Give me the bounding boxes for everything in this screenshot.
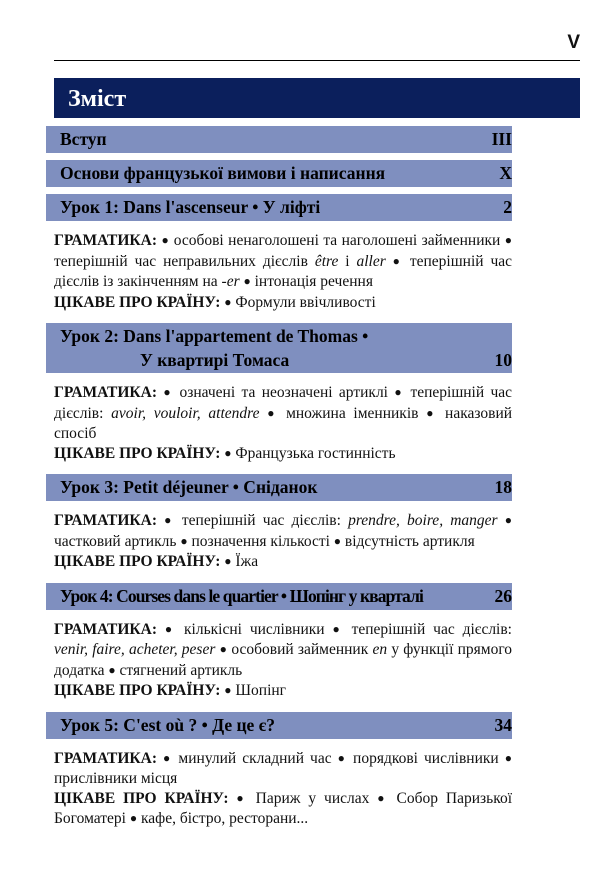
entry-page: 34 — [494, 714, 512, 735]
bullet-icon: ● — [224, 445, 232, 460]
grammar-term: en — [372, 641, 388, 658]
bullet-icon: ● — [161, 233, 170, 247]
grammar-term: venir, faire, acheter, peser — [54, 641, 216, 658]
grammar-item: порядкові числівники — [353, 749, 499, 767]
bullet-icon: ● — [392, 253, 403, 268]
entry-title: Урок 5: C'est où ? • Де це є? — [60, 714, 275, 735]
grammar-label: ГРАМАТИКА: — [54, 512, 157, 529]
entry-title: Урок 4: Courses dans le quartier • Шопінг у кварталі — [60, 585, 423, 606]
bullet-icon: ● — [504, 233, 513, 247]
top-rule — [54, 60, 580, 61]
grammar-item: теперішній час неправильних дієслів — [54, 252, 308, 270]
grammar-item: наказовий спосіб — [54, 404, 513, 442]
country-item: Шопінг — [235, 682, 287, 699]
lesson-1-description — [46, 231, 512, 313]
grammar-label: ГРАМАТИКА: — [54, 620, 157, 638]
bullet-icon: ● — [108, 662, 116, 677]
bullet-icon: ● — [224, 683, 232, 697]
bullet-icon: ● — [504, 513, 513, 527]
bullet-icon: ● — [224, 554, 232, 568]
grammar-item: особовий займенник — [231, 641, 369, 658]
country-item: Париж у числах — [255, 789, 370, 807]
bullet-icon: ● — [129, 811, 138, 825]
entry-page: 18 — [494, 477, 512, 497]
country-item: кафе, бістро, ресторани... — [140, 810, 309, 827]
grammar-term: -er — [221, 273, 240, 290]
grammar-item: означені та неозначені артиклі — [179, 384, 388, 401]
entry-page: 2 — [503, 197, 512, 217]
grammar-label: ГРАМАТИКА: — [54, 384, 157, 401]
country-item: Французька гостинність — [235, 444, 396, 462]
grammar-item: стягнений артикль — [119, 661, 243, 679]
grammar-item: інтонація речення — [254, 273, 373, 290]
grammar-term: aller — [356, 252, 386, 270]
grammar-term: être — [314, 252, 339, 270]
contents-title: Зміст — [54, 78, 580, 118]
entry-page: 10 — [494, 350, 512, 370]
country-item: Собор Паризької Богоматері — [54, 789, 513, 827]
grammar-item: у функції прямого додатка — [54, 641, 513, 679]
toc-entry-lesson-3[interactable] — [46, 474, 512, 501]
entry-title: Вступ — [60, 129, 107, 149]
grammar-item: частковий артикль — [54, 532, 177, 550]
grammar-label: ГРАМАТИКА: — [54, 749, 157, 767]
bullet-icon: ● — [243, 274, 251, 288]
grammar-label: ГРАМАТИКА: — [54, 232, 157, 249]
entry-title: Урок 2: Dans l'appartement de Thomas • — [60, 326, 369, 346]
bullet-icon: ● — [164, 513, 175, 527]
grammar-conj: і — [345, 252, 350, 270]
bullet-icon: ● — [219, 642, 228, 656]
bullet-icon: ● — [267, 405, 279, 420]
bullet-icon: ● — [337, 750, 348, 765]
grammar-item: кількісні числівники — [184, 620, 325, 638]
bullet-icon: ● — [164, 621, 177, 636]
bullet-icon: ● — [426, 405, 438, 420]
entry-title: Основи французької вимови і написання — [60, 163, 386, 183]
page-number: V — [567, 32, 580, 53]
country-label: ЦІКАВЕ ПРО КРАЇНУ: — [54, 293, 221, 311]
grammar-item: минулий складний час — [178, 749, 332, 767]
grammar-item: множина іменників — [286, 404, 419, 422]
toc-entry-lesson-5[interactable] — [46, 712, 512, 739]
bullet-icon: ● — [163, 750, 173, 765]
grammar-item: теперішній час дієслів: — [54, 384, 513, 422]
toc-entry-basics[interactable] — [46, 160, 512, 187]
bullet-icon: ● — [504, 750, 512, 765]
grammar-item: теперішній час дієслів: — [181, 512, 341, 529]
lesson-4-description — [46, 620, 512, 702]
bullet-icon: ● — [332, 621, 344, 636]
grammar-item: особові ненаголошені та наголошені займенники — [173, 232, 501, 249]
lesson-2-description — [46, 383, 512, 464]
toc-list — [46, 126, 512, 840]
entry-page: III — [491, 129, 512, 149]
bullet-icon: ● — [236, 790, 248, 805]
grammar-item: відсутність артикля — [344, 532, 475, 550]
lesson-3-description — [46, 511, 512, 573]
entry-title: Урок 1: Dans l'ascenseur • У ліфті — [60, 197, 321, 217]
toc-entry-intro[interactable] — [46, 126, 512, 153]
grammar-item: теперішній час дієслів із закінченням на — [54, 252, 513, 290]
grammar-item: позначення кількості — [191, 532, 330, 550]
bullet-icon: ● — [163, 385, 174, 399]
country-label: ЦІКАВЕ ПРО КРАЇНУ: — [54, 553, 221, 570]
lesson-5-description — [46, 749, 512, 830]
bullet-icon: ● — [394, 385, 405, 399]
bullet-icon: ● — [180, 533, 188, 548]
country-item: Їжа — [235, 553, 259, 570]
toc-entry-lesson-4[interactable] — [46, 583, 512, 610]
bullet-icon: ● — [333, 533, 342, 548]
country-item: Формули ввічливості — [235, 293, 376, 311]
entry-subtitle: У квартирі Томаса — [140, 350, 290, 370]
bullet-icon: ● — [377, 790, 389, 805]
grammar-term: avoir, vouloir, attendre — [111, 404, 260, 422]
entry-page: X — [499, 163, 512, 183]
country-label: ЦІКАВЕ ПРО КРАЇНУ: — [54, 444, 221, 462]
toc-entry-lesson-1[interactable] — [46, 194, 512, 221]
country-label: ЦІКАВЕ ПРО КРАЇНУ: — [54, 789, 229, 807]
country-label: ЦІКАВЕ ПРО КРАЇНУ: — [54, 682, 221, 699]
grammar-item: теперішній час дієслів: — [351, 620, 512, 638]
bullet-icon: ● — [224, 294, 232, 309]
entry-page: 26 — [494, 585, 512, 606]
entry-title: Урок 3: Petit déjeuner • Сніданок — [60, 477, 318, 497]
grammar-item: прислівники місця — [54, 770, 178, 787]
toc-entry-lesson-2[interactable] — [46, 323, 512, 373]
grammar-term: prendre, boire, manger — [348, 512, 498, 529]
